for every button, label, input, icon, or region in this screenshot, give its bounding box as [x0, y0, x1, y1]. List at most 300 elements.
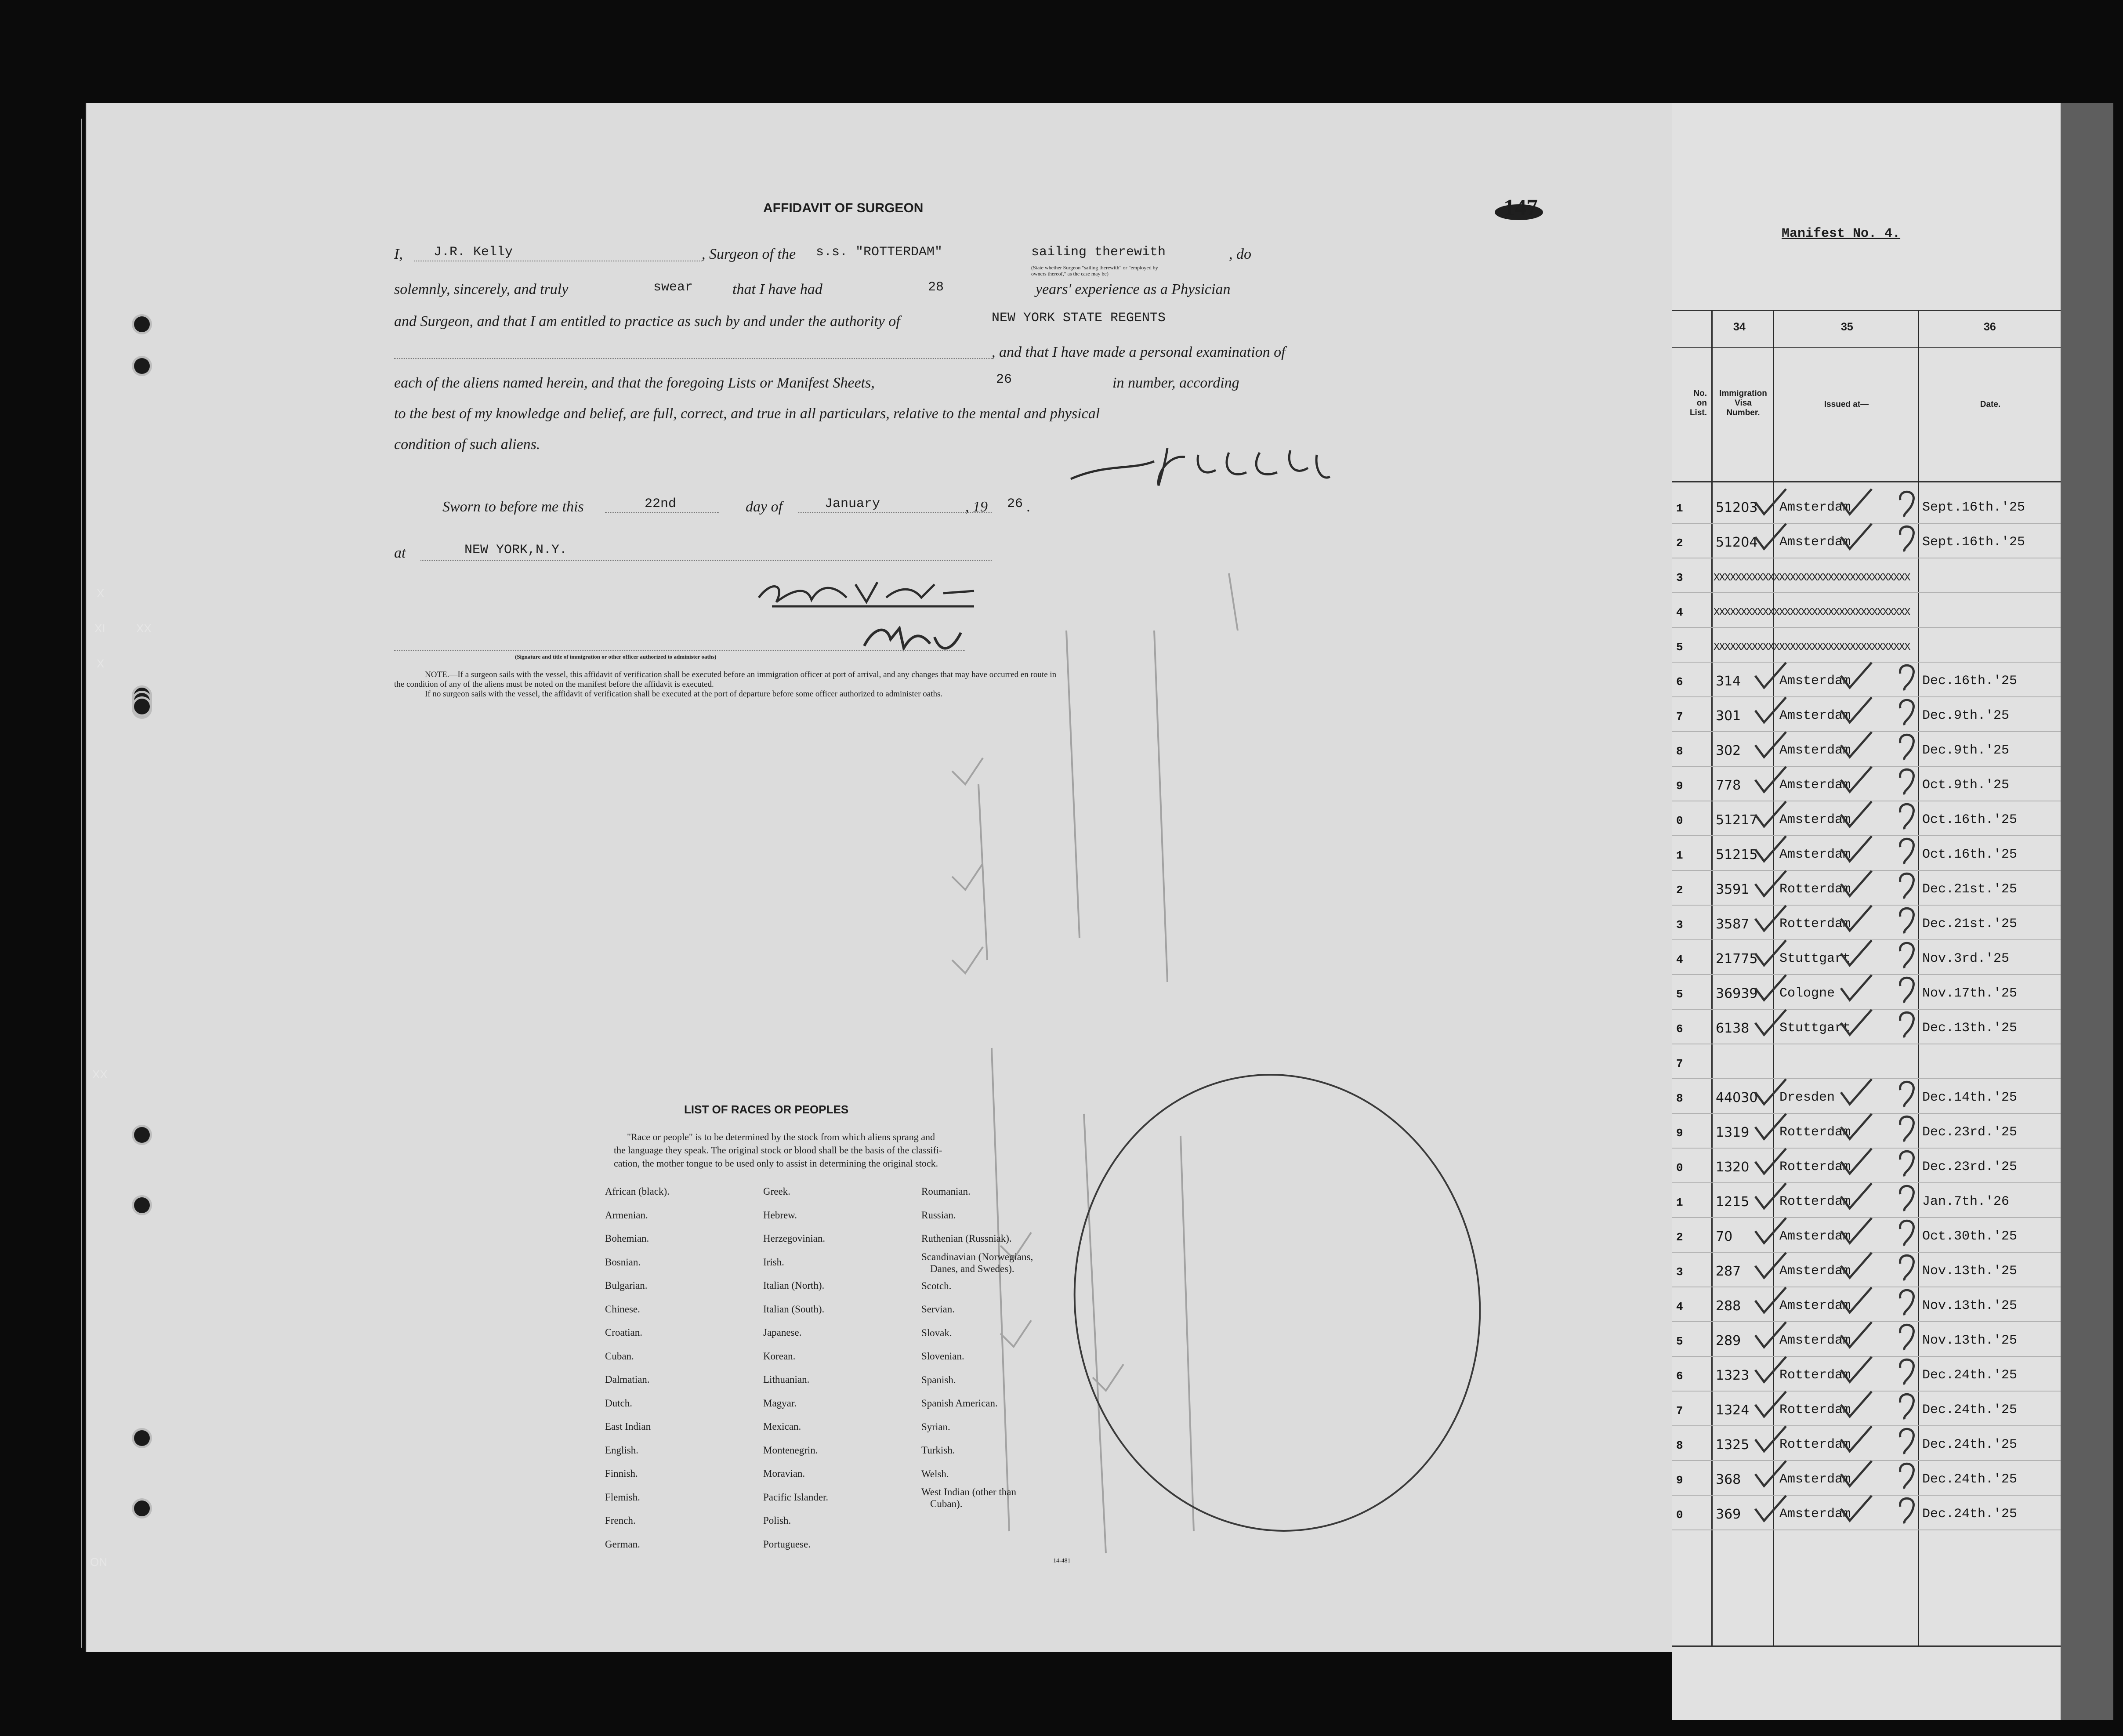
header-mid-rule — [1672, 347, 2063, 348]
races-intro-1: "Race or people" is to be determined by the stock from which aliens sprang and — [627, 1131, 935, 1142]
visa-number: 314 — [1716, 674, 1741, 689]
fine-print: (State whether Surgeon "sailing therewith" or "employed by — [1031, 265, 1158, 271]
race-item: Spanish. — [921, 1374, 956, 1385]
column-divider — [1711, 310, 1713, 1645]
row-list-number: 2 — [1676, 536, 1683, 550]
race-item: Ruthenian (Russniak). — [921, 1233, 1012, 1244]
check-mark — [1839, 1320, 1874, 1357]
affidavit-page — [86, 103, 1679, 1652]
check-mark — [1839, 1493, 1874, 1531]
authority: NEW YORK STATE REGENTS — [992, 311, 1166, 326]
affidavit-line3-lead: and Surgeon, and that I am entitled to practice as such by and under the authority of — [394, 313, 900, 330]
visa-number: 51203 — [1716, 500, 1758, 515]
check-mark — [1839, 1250, 1874, 1288]
handwritten-initial — [1896, 730, 1918, 768]
issued-at: Amsterdam — [1779, 708, 1851, 723]
row-list-number: 6 — [1676, 1022, 1683, 1036]
race-item: English. — [605, 1444, 639, 1456]
visa-number: 1319 — [1716, 1125, 1750, 1140]
visa-number: 368 — [1716, 1472, 1741, 1487]
race-item: Armenian. — [605, 1209, 648, 1221]
check-mark — [1753, 1285, 1788, 1323]
visa-number: 21775 — [1716, 951, 1758, 967]
visa-number: 1324 — [1716, 1403, 1750, 1418]
row-list-number: 3 — [1676, 1265, 1683, 1279]
check-mark — [1753, 938, 1788, 975]
visa-number: 778 — [1716, 778, 1741, 793]
race-item: Bosnian. — [605, 1256, 641, 1268]
check-mark — [1753, 799, 1788, 837]
column-number: 36 — [1984, 321, 1996, 333]
crossed-out-row: XXXXXXXXXXXXXXXXXXXXXXXXXXXXXXXXXXXX — [1714, 572, 1910, 584]
punch-hole — [134, 1127, 150, 1143]
issued-at: Rotterdam — [1779, 1194, 1851, 1209]
punch-hole — [134, 358, 150, 374]
check-mark — [1839, 730, 1874, 767]
check-mark — [1753, 1112, 1788, 1149]
race-item: Scandinavian (Norwegians, — [921, 1251, 1033, 1262]
check-mark — [1753, 695, 1788, 732]
row-list-number: 8 — [1676, 745, 1683, 758]
race-item: Chinese. — [605, 1303, 640, 1315]
check-mark — [1753, 1320, 1788, 1357]
issued-at: Rotterdam — [1779, 1368, 1851, 1383]
fill-line — [394, 358, 992, 359]
check-mark — [1753, 1181, 1788, 1218]
handwritten-initial — [1896, 522, 1918, 559]
check-mark — [1839, 1077, 1874, 1114]
row-rule — [1672, 627, 2063, 628]
visa-number: 301 — [1716, 708, 1741, 724]
race-item: Roumanian. — [921, 1186, 971, 1197]
affidavit-line1-end: , do — [1229, 246, 1251, 262]
visa-date: Nov.13th.'25 — [1922, 1264, 2018, 1279]
race-item: Japanese. — [763, 1327, 802, 1338]
visa-date: Oct.9th.'25 — [1922, 778, 2010, 793]
margin-mark: XX — [92, 1068, 108, 1081]
column-number: 34 — [1733, 321, 1746, 333]
visa-date: Dec.9th.'25 — [1922, 708, 2010, 723]
visa-number: 70 — [1716, 1229, 1733, 1244]
visa-date: Dec.16th.'25 — [1922, 674, 2018, 689]
visa-date: Dec.14th.'25 — [1922, 1090, 2018, 1105]
handwritten-initial — [1896, 1181, 1918, 1219]
race-item: Lithuanian. — [763, 1374, 810, 1385]
handwritten-initial — [1896, 1355, 1918, 1392]
races-intro-3: cation, the mother tongue to be used only to assist in determining the original stock. — [614, 1158, 938, 1169]
row-list-number: 3 — [1676, 918, 1683, 931]
surgeon-name: J.R. Kelly — [434, 245, 513, 260]
punch-hole — [134, 699, 150, 714]
fill-line — [605, 512, 719, 513]
margin-mark: X — [97, 587, 105, 600]
issued-at: Rotterdam — [1779, 1160, 1851, 1174]
affidavit-line1-mid: , Surgeon of the — [702, 246, 796, 262]
visa-date: Dec.23rd.'25 — [1922, 1125, 2018, 1140]
race-item: Bulgarian. — [605, 1280, 648, 1291]
check-mark — [1753, 1389, 1788, 1427]
row-list-number: 4 — [1676, 1300, 1683, 1313]
visa-number: 1215 — [1716, 1194, 1750, 1210]
races-column-2 — [763, 1180, 828, 1556]
race-item: Welsh. — [921, 1468, 949, 1479]
race-item: Italian (South). — [763, 1303, 825, 1315]
punch-hole — [134, 1430, 150, 1446]
check-mark — [1839, 903, 1874, 941]
row-list-number: 4 — [1676, 953, 1683, 966]
check-mark — [1753, 1216, 1788, 1253]
visa-date: Sept.16th.'25 — [1922, 535, 2025, 550]
check-mark — [1753, 660, 1788, 698]
row-list-number: 5 — [1676, 1335, 1683, 1348]
race-item: Hebrew. — [763, 1209, 797, 1221]
handwritten-initial — [1896, 765, 1918, 802]
row-list-number: 0 — [1676, 1508, 1683, 1522]
check-mark — [1753, 1424, 1788, 1461]
handwritten-initial — [1896, 1146, 1918, 1184]
visa-date: Dec.21st.'25 — [1922, 882, 2018, 897]
check-mark — [1839, 1181, 1874, 1218]
margin-mark: ON — [90, 1555, 107, 1569]
table-bottom-rule — [1672, 1645, 2063, 1647]
issued-at: Amsterdam — [1779, 1507, 1851, 1522]
sworn-end: . — [1027, 499, 1031, 515]
check-mark — [1839, 487, 1874, 524]
issued-at: Amsterdam — [1779, 1298, 1851, 1313]
row-list-number: 6 — [1676, 1370, 1683, 1383]
page-edge-stack — [2061, 103, 2113, 1720]
issued-at: Rotterdam — [1779, 1437, 1851, 1452]
issued-at: Cologne — [1779, 986, 1835, 1001]
row-list-number: 7 — [1676, 710, 1683, 723]
check-mark — [1753, 1146, 1788, 1184]
visa-date: Oct.16th.'25 — [1922, 812, 2018, 827]
visa-number: 44030 — [1716, 1090, 1758, 1105]
issued-at: Stuttgart — [1779, 1021, 1851, 1036]
row-list-number: 2 — [1676, 1231, 1683, 1244]
issued-at: Amsterdam — [1779, 847, 1851, 862]
row-list-number: 5 — [1676, 988, 1683, 1001]
visa-date: Nov.13th.'25 — [1922, 1298, 2018, 1313]
race-item: Syrian. — [921, 1421, 950, 1432]
sworn-lead: Sworn to before me this — [442, 499, 584, 515]
column-divider — [1918, 310, 1919, 1645]
handwritten-initial — [1896, 1077, 1918, 1115]
visa-number: 36939 — [1716, 986, 1758, 1001]
at-lead: at — [394, 545, 406, 561]
race-item: Flemish. — [605, 1491, 640, 1503]
affidavit-line2-lead: solemnly, sincerely, and truly — [394, 281, 569, 297]
affidavit-line6: to the best of my knowledge and belief, are full, correct, and true in all particulars, relative to the mental and physical — [394, 406, 1100, 422]
visa-number: 1325 — [1716, 1437, 1750, 1453]
visa-number: 369 — [1716, 1507, 1741, 1522]
affidavit-line2-end: years' experience as a Physician — [1036, 281, 1231, 297]
note-line3: If no surgeon sails with the vessel, the affidavit of verification shall be executed at the port of departure before some officer authorized to administer oaths. — [425, 689, 943, 699]
handwritten-initial — [1896, 973, 1918, 1011]
handwritten-initial — [1896, 487, 1918, 525]
check-mark — [1753, 765, 1788, 802]
margin-mark: X — [97, 657, 105, 670]
handwritten-initial — [1896, 1250, 1918, 1288]
issued-at: Amsterdam — [1779, 1229, 1851, 1244]
check-mark — [1839, 1424, 1874, 1461]
race-item: Mexican. — [763, 1421, 801, 1432]
race-item: Finnish. — [605, 1468, 638, 1479]
race-item: Slovak. — [921, 1327, 952, 1338]
race-item: Turkish. — [921, 1445, 955, 1456]
handwritten-initial — [1896, 903, 1918, 941]
race-item: Italian (North). — [763, 1280, 825, 1291]
check-mark — [1753, 487, 1788, 524]
visa-date: Jan.7th.'26 — [1922, 1194, 2010, 1209]
race-item: Russian. — [921, 1209, 956, 1221]
issued-at: Amsterdam — [1779, 1333, 1851, 1348]
row-rule — [1672, 592, 2063, 593]
affidavit-line7: condition of such aliens. — [394, 436, 540, 453]
visa-date: Nov.3rd.'25 — [1922, 951, 2010, 966]
affidavit-line1-lead: I, — [394, 246, 403, 262]
race-item: Servian. — [921, 1304, 955, 1315]
issued-at: Stuttgart — [1779, 951, 1851, 966]
handwritten-initial — [1896, 834, 1918, 872]
visa-date: Dec.24th.'25 — [1922, 1472, 2018, 1487]
visa-number: 1320 — [1716, 1160, 1750, 1175]
race-item: Danes, and Swedes). — [930, 1263, 1014, 1274]
note-line1: NOTE.—If a surgeon sails with the vessel, this affidavit of verification shall be executed before an immigration officer at port of arrival, and any changes that may have occurred en route in — [425, 670, 1057, 679]
race-item: Scotch. — [921, 1280, 952, 1291]
row-list-number: 2 — [1676, 884, 1683, 897]
affidavit-line5-end: in number, according — [1112, 375, 1239, 391]
visa-number: 51204 — [1716, 535, 1758, 550]
race-item: Moravian. — [763, 1468, 805, 1479]
handwritten-initial — [1896, 1493, 1918, 1531]
check-mark — [1839, 973, 1874, 1010]
races-column-3 — [921, 1180, 1033, 1509]
surgeon-signature — [1053, 437, 1361, 494]
visa-number: 51217 — [1716, 812, 1758, 828]
visa-number: 287 — [1716, 1264, 1741, 1279]
handwritten-initial — [1896, 1285, 1918, 1323]
visa-number: 1323 — [1716, 1368, 1750, 1383]
header-top-rule — [1672, 310, 2063, 311]
vessel-name: s.s. "ROTTERDAM" — [816, 245, 943, 260]
sworn-year: 26 — [1007, 497, 1023, 511]
header-visa-number: Immigration Visa Number. — [1719, 389, 1767, 417]
check-mark — [1839, 765, 1874, 802]
sworn-mid: day of — [746, 499, 783, 515]
visa-number: 289 — [1716, 1333, 1741, 1348]
visa-number: 3591 — [1716, 882, 1750, 897]
issued-at: Amsterdam — [1779, 500, 1851, 515]
punch-hole — [134, 316, 150, 332]
row-list-number: 1 — [1676, 849, 1683, 862]
issued-at: Amsterdam — [1779, 778, 1851, 793]
issued-at: Rotterdam — [1779, 882, 1851, 897]
punch-hole — [134, 1197, 150, 1213]
race-item: East Indian — [605, 1421, 651, 1432]
race-item: Montenegrin. — [763, 1444, 818, 1456]
race-item: Portuguese. — [763, 1538, 811, 1550]
issued-at: Rotterdam — [1779, 917, 1851, 931]
race-item: Polish. — [763, 1515, 791, 1526]
issued-at: Rotterdam — [1779, 1125, 1851, 1140]
row-list-number: 7 — [1676, 1057, 1683, 1070]
handwritten-initial — [1896, 938, 1918, 976]
issued-at: Amsterdam — [1779, 1472, 1851, 1487]
visa-number: 302 — [1716, 743, 1741, 758]
signature-caption: (Signature and title of immigration or other officer authorized to administer oaths) — [515, 653, 717, 660]
years-experience: 28 — [928, 280, 944, 295]
issued-at: Amsterdam — [1779, 535, 1851, 550]
handwritten-initial — [1896, 1216, 1918, 1254]
fill-line — [420, 560, 992, 561]
check-mark — [1753, 869, 1788, 906]
crossed-out-row: XXXXXXXXXXXXXXXXXXXXXXXXXXXXXXXXXXXX — [1714, 607, 1910, 619]
punch-hole — [134, 1500, 150, 1516]
issued-at: Amsterdam — [1779, 1264, 1851, 1279]
race-item: Cuban. — [605, 1350, 634, 1362]
check-mark — [1839, 799, 1874, 837]
visa-date: Nov.17th.'25 — [1922, 986, 2018, 1001]
race-item: Pacific Islander. — [763, 1491, 829, 1503]
handwritten-initial — [1896, 1389, 1918, 1427]
sworn-year-prefix: , 19 — [965, 499, 988, 515]
race-item: Croatian. — [605, 1327, 642, 1338]
check-mark — [1753, 973, 1788, 1010]
race-item: Magyar. — [763, 1397, 797, 1409]
race-item: Irish. — [763, 1256, 784, 1268]
margin-mark: XX — [136, 622, 152, 635]
check-mark — [1839, 1285, 1874, 1323]
row-list-number: 8 — [1676, 1092, 1683, 1105]
check-mark — [1753, 1008, 1788, 1045]
check-mark — [1839, 938, 1874, 975]
sworn-day: 22nd — [645, 497, 677, 511]
race-item: Dalmatian. — [605, 1374, 650, 1385]
race-item: Korean. — [763, 1350, 796, 1362]
handwritten-initial — [1896, 1008, 1918, 1045]
check-mark — [1753, 1459, 1788, 1496]
check-mark — [1839, 1355, 1874, 1392]
page-stack-edge — [81, 119, 82, 1648]
check-mark — [1839, 1112, 1874, 1149]
visa-date: Dec.24th.'25 — [1922, 1368, 2018, 1383]
check-mark — [1839, 660, 1874, 698]
check-mark — [1839, 1389, 1874, 1427]
check-mark — [1839, 1146, 1874, 1184]
check-mark — [1839, 1459, 1874, 1496]
handwritten-initial — [1896, 869, 1918, 906]
row-list-number: 3 — [1676, 571, 1683, 584]
row-list-number: 0 — [1676, 1161, 1683, 1174]
row-list-number: 8 — [1676, 1439, 1683, 1452]
page-number: 147 — [1503, 195, 1538, 220]
row-list-number: 5 — [1676, 641, 1683, 654]
races-column-1 — [605, 1180, 670, 1556]
sheet-count: 26 — [996, 372, 1012, 387]
issued-at: Amsterdam — [1779, 743, 1851, 758]
visa-date: Sept.16th.'25 — [1922, 500, 2025, 515]
visa-number: 51215 — [1716, 847, 1758, 863]
row-list-number: 9 — [1676, 1474, 1683, 1487]
visa-date: Oct.16th.'25 — [1922, 847, 2018, 862]
race-item: Spanish American. — [921, 1398, 998, 1409]
check-mark — [1839, 834, 1874, 871]
issued-at: Rotterdam — [1779, 1403, 1851, 1417]
visa-date: Dec.9th.'25 — [1922, 743, 2010, 758]
visa-date: Dec.21st.'25 — [1922, 917, 2018, 931]
check-mark — [1839, 522, 1874, 559]
header-list-no: No. on List. — [1689, 389, 1707, 417]
row-list-number: 7 — [1676, 1404, 1683, 1417]
issued-at: Amsterdam — [1779, 674, 1851, 689]
sworn-month: January — [825, 497, 880, 511]
visa-number: 6138 — [1716, 1021, 1750, 1036]
surgeon-status: sailing therewith — [1031, 245, 1166, 260]
visa-date: Dec.24th.'25 — [1922, 1403, 2018, 1417]
handwritten-initial — [1896, 1424, 1918, 1462]
visa-number: 3587 — [1716, 917, 1750, 932]
visa-date: Nov.13th.'25 — [1922, 1333, 2018, 1348]
header-issued-at: Issued at— — [1824, 400, 1869, 409]
row-list-number: 1 — [1676, 502, 1683, 515]
fine-print: owners thereof," as the case may be) — [1031, 271, 1109, 277]
at-place: NEW YORK,N.Y. — [464, 543, 568, 558]
affidavit-title: AFFIDAVIT OF SURGEON — [763, 201, 924, 215]
handwritten-initial — [1896, 1320, 1918, 1358]
race-item: French. — [605, 1515, 636, 1526]
affidavit-line5-lead: each of the aliens named herein, and that the foregoing Lists or Manifest Sheets, — [394, 375, 875, 391]
check-mark — [1753, 1250, 1788, 1288]
crossed-out-row: XXXXXXXXXXXXXXXXXXXXXXXXXXXXXXXXXXXX — [1714, 641, 1910, 653]
race-item: Slovenian. — [921, 1351, 964, 1362]
issued-at: Amsterdam — [1779, 812, 1851, 827]
check-mark — [1753, 1355, 1788, 1392]
column-number: 35 — [1841, 321, 1853, 333]
drawn-oval — [1066, 1066, 1506, 1549]
check-mark — [1753, 1077, 1788, 1114]
handwritten-initial — [1896, 1112, 1918, 1149]
check-mark — [1753, 730, 1788, 767]
row-list-number: 4 — [1676, 606, 1683, 619]
check-mark — [1753, 522, 1788, 559]
affidavit-line4: , and that I have made a personal examination of — [992, 344, 1286, 360]
visa-date: Oct.30th.'25 — [1922, 1229, 2018, 1244]
row-list-number: 6 — [1676, 675, 1683, 689]
visa-date: Dec.13th.'25 — [1922, 1021, 2018, 1036]
race-item: Cuban). — [930, 1498, 963, 1509]
issued-at: Dresden — [1779, 1090, 1835, 1105]
form-number: 14-481 — [1053, 1558, 1071, 1564]
handwritten-initial — [1896, 1459, 1918, 1497]
row-list-number: 1 — [1676, 1196, 1683, 1209]
check-mark — [1839, 1008, 1874, 1045]
handwritten-initial — [1896, 799, 1918, 837]
affidavit-line2-mid: that I have had — [732, 281, 822, 297]
race-item: Bohemian. — [605, 1233, 649, 1244]
races-title: LIST OF RACES OR PEOPLES — [684, 1103, 849, 1116]
header-date: Date. — [1980, 400, 2001, 409]
header-bottom-rule — [1672, 481, 2063, 482]
row-list-number: 0 — [1676, 814, 1683, 827]
race-item: African (black). — [605, 1186, 670, 1197]
check-mark — [1753, 903, 1788, 941]
margin-mark: XI — [94, 622, 105, 635]
note-line2: the condition of any of the aliens must be noted on the manifest before the affidavit is executed. — [394, 680, 714, 689]
handwritten-initial — [1896, 695, 1918, 733]
race-item: German. — [605, 1538, 640, 1550]
handwritten-initial — [1896, 660, 1918, 698]
